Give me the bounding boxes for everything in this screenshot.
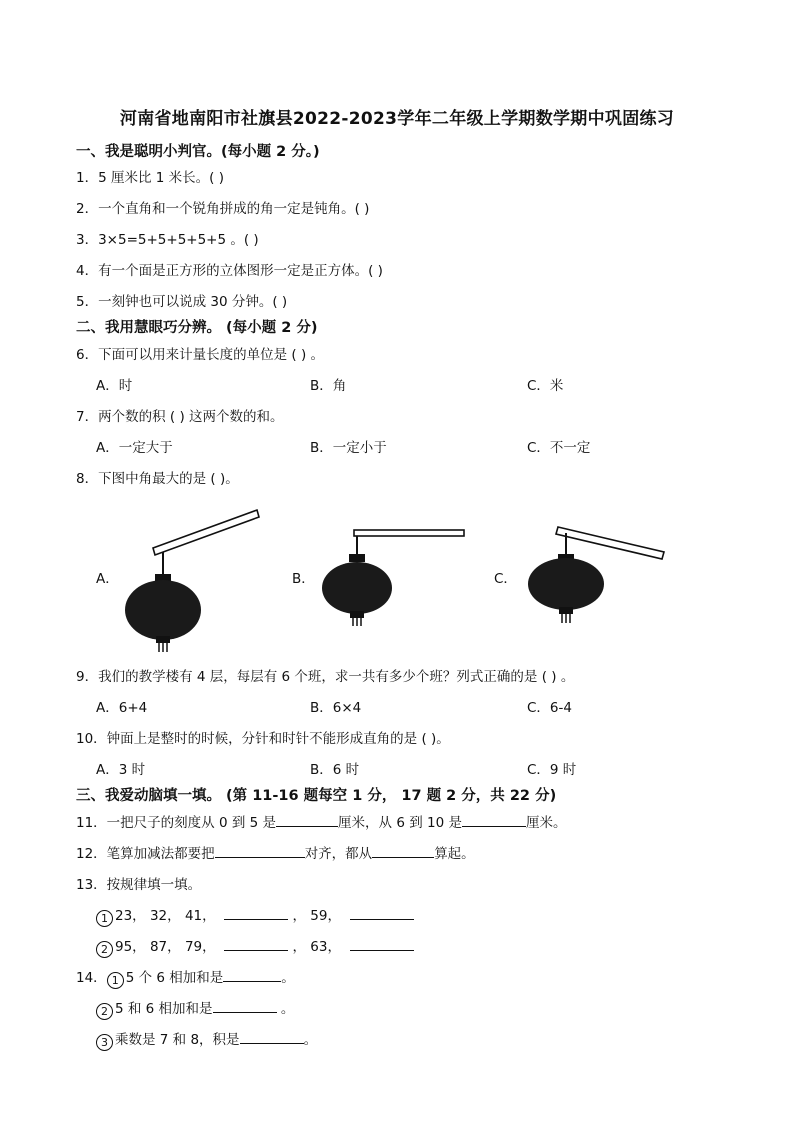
question-4: 4．有一个面是正方形的立体图形一定是正方体。( ) bbox=[76, 263, 383, 279]
q14-1-end: 。 bbox=[281, 970, 295, 986]
question-14-row-1 bbox=[76, 966, 295, 989]
question-14-row-2 bbox=[96, 997, 294, 1020]
question-13: 13．按规律填一填。 bbox=[76, 877, 202, 893]
circled-number-1: 1 bbox=[107, 972, 124, 989]
circled-number-1: 1 bbox=[96, 910, 113, 927]
q14-3-blank[interactable] bbox=[240, 1029, 304, 1044]
q12-text-1: 12．笔算加减法都要把 bbox=[76, 846, 215, 862]
q12-text-3: 算起。 bbox=[434, 846, 475, 862]
q14-3-end: 。 bbox=[303, 1032, 318, 1048]
question-14-row-3 bbox=[96, 1028, 317, 1051]
section-1-heading: 一、我是聪明小判官。(每小题 2 分。) bbox=[76, 144, 320, 160]
q8-option-a: A． bbox=[96, 571, 119, 587]
q13-row-1-seq-b: ， 59， bbox=[292, 908, 341, 924]
q11-blank-1[interactable] bbox=[276, 812, 338, 827]
question-9: 9．我们的教学楼有 4 层，每层有 6 个班，求一共有多少个班？列式正确的是 ( ) 。 bbox=[76, 669, 575, 685]
question-6: 6．下面可以用来计量长度的单位是 ( ) 。 bbox=[76, 347, 324, 363]
q13-row-2-blank-2[interactable] bbox=[350, 936, 414, 951]
q7-option-c: C．不一定 bbox=[527, 440, 591, 456]
q7-option-b: B．一定小于 bbox=[310, 440, 387, 456]
question-1: 1．5 厘米比 1 米长。( ) bbox=[76, 170, 224, 186]
lantern-b-image bbox=[322, 530, 464, 626]
q14-1-blank[interactable] bbox=[223, 967, 281, 982]
q14-2-blank[interactable] bbox=[213, 998, 277, 1013]
q10-option-a: A．3 时 bbox=[96, 762, 146, 778]
q11-blank-2[interactable] bbox=[462, 812, 526, 827]
circled-number-2: 2 bbox=[96, 941, 113, 958]
circled-number-2: 2 bbox=[96, 1003, 113, 1020]
q14-2-end: 。 bbox=[280, 1001, 295, 1017]
question-7: 7．两个数的积 ( ) 这两个数的和。 bbox=[76, 409, 284, 425]
q12-blank-1[interactable] bbox=[215, 843, 305, 858]
q11-text-3: 厘米。 bbox=[525, 815, 567, 831]
q9-option-a: A．6+4 bbox=[96, 700, 148, 716]
q14-2-text: 5 和 6 相加和是 bbox=[115, 1001, 213, 1017]
q11-text-2: 厘米，从 6 到 10 是 bbox=[338, 815, 462, 831]
lantern-a-image bbox=[125, 510, 259, 652]
q6-option-b: B．角 bbox=[310, 378, 347, 394]
question-2: 2．一个直角和一个锐角拼成的角一定是钝角。( ) bbox=[76, 201, 370, 217]
question-12 bbox=[76, 842, 475, 862]
q9-option-b: B．6×4 bbox=[310, 700, 362, 716]
q14-1-text: 5 个 6 相加和是 bbox=[125, 970, 224, 986]
q14-prefix: 14． bbox=[76, 970, 107, 986]
question-3: 3．3×5=5+5+5+5+5 。( ) bbox=[76, 232, 259, 248]
q13-row-2 bbox=[96, 935, 414, 958]
q14-3-text: 乘数是 7 和 8，积是 bbox=[115, 1032, 240, 1048]
page-title: 河南省地南阳市社旗县2022-2023学年二年级上学期数学期中巩固练习 bbox=[119, 109, 675, 129]
circled-number-3: 3 bbox=[96, 1034, 113, 1051]
q7-option-a: A．一定大于 bbox=[96, 440, 173, 456]
q12-blank-2[interactable] bbox=[372, 843, 434, 858]
q13-row-2-blank-1[interactable] bbox=[224, 936, 288, 951]
q13-row-1 bbox=[96, 904, 414, 927]
q6-option-c: C．米 bbox=[527, 378, 564, 394]
q11-text-1: 11．一把尺子的刻度从 0 到 5 是 bbox=[76, 815, 277, 831]
q13-row-1-blank-2[interactable] bbox=[350, 905, 414, 920]
q13-row-1-blank-1[interactable] bbox=[224, 905, 288, 920]
section-2-heading: 二、我用慧眼巧分辨。 (每小题 2 分) bbox=[76, 320, 318, 336]
q13-row-1-seq-a: 23， 32， 41， bbox=[115, 908, 216, 924]
q10-option-b: B．6 时 bbox=[310, 762, 360, 778]
q13-row-2-seq-b: ， 63， bbox=[292, 939, 341, 955]
question-8: 8．下图中角最大的是 ( )。 bbox=[76, 471, 239, 487]
q9-option-c: C．6-4 bbox=[527, 700, 572, 716]
section-3-heading: 三、我爱动脑填一填。 (第 11-16 题每空 1 分， 17 题 2 分，共 22 分) bbox=[76, 788, 557, 804]
q12-text-2: 对齐，都从 bbox=[304, 846, 373, 862]
q10-option-c: C．9 时 bbox=[527, 762, 577, 778]
q13-row-2-seq-a: 95， 87， 79， bbox=[115, 939, 216, 955]
question-5: 5．一刻钟也可以说成 30 分钟。( ) bbox=[76, 294, 288, 310]
q6-option-a: A．时 bbox=[96, 378, 133, 394]
q8-option-c: C． bbox=[494, 571, 517, 587]
question-11 bbox=[76, 811, 566, 831]
q8-option-b: B． bbox=[292, 571, 315, 587]
question-10: 10．钟面上是整时的时候，分针和时针不能形成直角的是 ( )。 bbox=[76, 731, 450, 747]
lantern-c-image bbox=[528, 527, 664, 623]
